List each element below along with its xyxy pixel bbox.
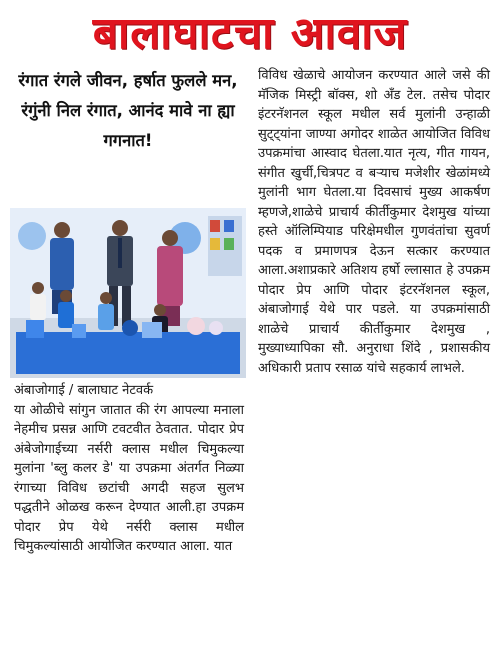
child: [58, 290, 74, 328]
blue-display-table: [16, 332, 240, 374]
classroom-photo-illustration: [10, 208, 246, 378]
body-paragraph-right: विविध खेळाचे आयोजन करण्यात आले जसे की मॅजिक मिस्ट्री बॉक्स, शो अँड टेल. तसेच पोदार इंटरनॅशनल स्कूल मधील सर्व मुलांनी उन्हाळी सुट्ट्यांना जाण्या अगोदर शाळेत आयोजित विविध उपक्रमांचा आस्वाद घेतला.यात नृत्य, गीत गायन, संगीत खुर्ची,चित्रपट व बऱ्याच मजेशीर खेळांमध्ये मुलांनी भाग घेतला.या दिवसाचं मुख्य आकर्षण म्हणजे,शाळेचे प्राचार्य कीर्तीकुमार देशमुख यांच्या हस्ते ऑलिम्पियाड परिक्षेमधील गुणवंतांचा सुवर्ण पदक व प्रमाणपत्र देऊन सत्कार करण्यात आला.अशाप्रकारे अतिशय हर्षो ल्लासात हे उपक्रम पोदार प्रेप आणि पोदार इंटरनॅशनल स्कूल, अंबाजोगाई येथे पार पडले. या उपक्रमांसाठी शाळेचे प्राचार्य कीर्तीकुमार देशमुख , मुख्याध्यापिका सौ. अनुराधा शिंदे , प्रशासकीय अधिकारी प्रताप रसाळ यांचे सहकार्य लाभले.: [258, 68, 490, 376]
article-headline: रंगात रंगले जीवन, हर्षात फुलले मन, रंगुंनी निल रंगात, आनंद मावे ना ह्या गगनात!: [18, 71, 238, 150]
masthead-title: बालाघाटचा आवाज: [92, 8, 408, 59]
wall-decoration: [18, 222, 46, 250]
doll-toy: [187, 317, 205, 335]
body-paragraph-left: या ओळीचे सांगुन जातात की रंग आपल्या मनाला नेहमीच प्रसन्न आणि टवटवीत ठेवतात. पोदार प्रेप अंबेजोगाईच्या नर्सरी क्लास मधील चिमुकल्या मुलांना 'ब्लु कलर डे' या उपक्रमा अंतर्गत निळ्या रंगाच्या विविध छटांची अगदी सहज सुलभ पद्धतीने ओळख करून देण्यात आली.हा उपक्रम पोदार प्रेप येथे नर्सरी क्लास मधील चिमुकल्यांसाठी आयोजित करण्यात आला. यात: [14, 402, 244, 554]
dateline: अंबाजोगाई / बालाघाट नेटवर्क: [14, 383, 154, 398]
article-body-left: [14, 381, 244, 557]
article-photo: [10, 208, 246, 378]
child: [98, 292, 114, 330]
article-body-right: [258, 66, 490, 378]
doll-toy: [209, 321, 223, 335]
headline-block: [8, 66, 248, 156]
child: [30, 282, 46, 320]
